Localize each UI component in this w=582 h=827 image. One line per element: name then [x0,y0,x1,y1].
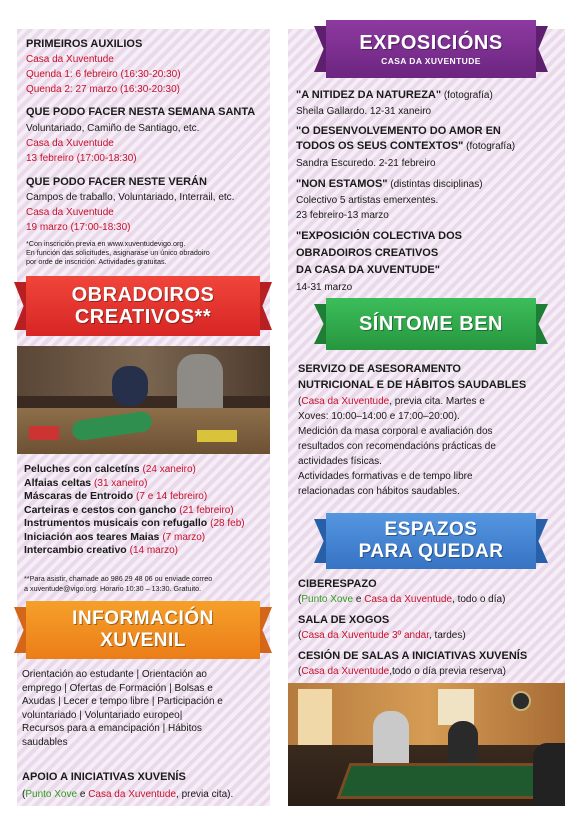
apoio-places: (Punto Xove e Casa da Xuventude, previa cita). [22,789,234,800]
salas-title: CESIÓN DE SALAS A INICIATIVAS XUVENÍS [298,650,528,662]
photo-person-foreground [533,743,565,806]
inscription-note-1: *Con inscrición previa en www.xuventudevigo.org. [26,239,186,248]
obradoiros-banner-body [26,276,260,336]
photo-poster [438,689,474,725]
semana-santa-title: QUE PODO FACER NESTA SEMANA SANTA [26,106,256,118]
obradoiros-note-1: **Para asistir, chamade ao 986 29 48 06 ou enviade correo [24,574,213,583]
primeiros-place: Casa da Xuventude [26,54,114,65]
obradoiros-list [24,463,245,558]
semana-santa-desc: Voluntariado, Camiño de Santiago, etc. [26,123,200,134]
expo-3-by-2: 23 febreiro-13 marzo [296,210,389,221]
photo-foosball-table [336,763,559,799]
obradoiros-banner-line2: CREATIVOS** [74,306,212,328]
list-item: Iniciación aos teares Maias (7 marzo) [24,530,206,543]
informacion-line: Recursos para a emancipación | Hábitos [22,723,202,734]
veran-date: 19 marzo (17:00-18:30) [26,222,131,233]
informacion-line: saudables [22,736,68,748]
inscription-note-3: por orde de inscrición. Actividades gratuitas. [26,257,167,266]
sintome-banner-title: SÍNTOME BEN [358,313,504,335]
exposicions-banner-subtitle: CASA DA XUVENTUDE [381,56,481,66]
servizo-body [298,395,560,499]
xogos-places: (Casa da Xuventude 3º andar, tardes) [298,630,466,641]
espazos-photo [288,683,565,806]
expo-4-by: 14-31 marzo [296,282,353,293]
apoio-title: APOIO A INICIATIVAS XUVENÍS [22,771,186,783]
semana-santa-place: Casa da Xuventude [26,138,114,149]
informacion-line: Orientación ao estudante | Orientación ao [22,669,207,680]
expo-4-title-1: "EXPOSICIÓN COLECTIVA DOS [296,230,462,242]
sintome-banner-body [326,298,536,350]
servizo-line: actividades físicas. [298,456,382,467]
informacion-line: emprego | Ofertas de Formación | Bolsas e [22,682,213,694]
salas-places: (Casa da Xuventude,todo o día previa reserva) [298,666,506,677]
espazos-banner-line1: ESPAZOS [384,519,478,540]
informacion-banner-line1: INFORMACIÓN [72,608,214,629]
exposicions-banner-body [326,20,536,78]
veran-desc: Campos de traballo, Voluntariado, Interrail, etc. [26,192,235,203]
servizo-line: resultados con recomendacións prácticas de [298,441,496,452]
exposicions-banner-title: EXPOSICIÓNS [359,32,503,54]
ciberespazo-title: CIBERESPAZO [298,578,377,590]
xogos-title: SALA DE XOGOS [298,614,390,626]
servizo-line: Medición da masa corporal e avaliación dos [298,426,493,437]
espazos-banner [314,513,548,569]
photo-person-left [373,711,409,771]
photo-red-item [29,426,59,440]
expo-4-title-3: DA CASA DA XUVENTUDE" [296,264,440,276]
ciberespazo-places: (Punto Xove e Casa da Xuventude, todo o día) [298,594,506,605]
list-item: Alfaias celtas (31 xaneiro) [24,476,148,489]
expo-1-by: Sheila Gallardo. 12-31 xaneiro [296,106,432,117]
servizo-line: Xoves: 10:00–14:00 e 17:00–20:00). [298,411,460,422]
informacion-banner-body [26,601,260,659]
expo-3-by-1: Colectivo 5 artistas emerxentes. [296,195,439,206]
inscription-note-2: En función das solicitudes, asignarase un único obradoiro [26,248,210,257]
expo-1-title: "A NITIDEZ DA NATUREZA" (fotografía) [296,89,493,101]
servizo-line: Actividades formativas e de tempo libre [298,471,473,482]
informacion-services [22,668,268,749]
informacion-line: Axudas | Lecer e tempo libre | Participación e [22,696,223,707]
primeiros-date1: Quenda 1: 6 febreiro (16:30-20:30) [26,69,181,80]
semana-santa-date: 13 febreiro (17:00-18:30) [26,153,137,164]
photo-window [298,689,332,749]
expo-2-by: Sandra Escuredo. 2-21 febreiro [296,158,436,169]
list-item: Carteiras e cestos con gancho (21 febreiro) [24,503,234,516]
photo-person-right [448,721,478,769]
expo-2-title-1: "O DESENVOLVEMENTO DO AMOR EN [296,125,501,137]
exposicions-banner [314,20,548,78]
obradoiros-banner [14,276,272,336]
servizo-title-2: NUTRICIONAL E DE HÁBITOS SAUDABLES [298,379,527,391]
list-item: Instrumentos musicais con refugallo (28 feb) [24,517,245,529]
informacion-banner-line2: XUVENIL [100,630,186,651]
informacion-banner [14,601,272,659]
list-item: Peluches con calcetíns (24 xaneiro) [24,463,196,475]
servizo-title-1: SERVIZO DE ASESORAMENTO [298,363,461,375]
informacion-line: voluntariado | Voluntariado europeo| [22,709,183,721]
expo-4-title-2: OBRADOIROS CREATIVOS [296,247,439,259]
espazos-banner-body [326,513,536,569]
expo-2-title-2: TODOS OS SEUS CONTEXTOS" (fotografía) [296,140,516,152]
primeiros-title: PRIMEIROS AUXILIOS [26,38,143,50]
servizo-line: (Casa da Xuventude, previa cita. Martes e [298,396,485,407]
photo-yellow-item [197,430,237,442]
veran-title: QUE PODO FACER NESTE VERÁN [26,176,207,188]
list-item: Intercambio creativo (14 marzo) [24,544,178,556]
obradoiros-photo [17,346,270,454]
obradoiros-note-2: a xuventude@vigo.org. Horario 10:30 – 13:30. Gratuito. [24,584,202,593]
photo-dartboard [511,691,531,711]
espazos-banner-line2: PARA QUEDAR [358,541,504,562]
servizo-line: relacionadas con hábitos saudables. [298,486,460,497]
list-item: Máscaras de Entroido (7 e 14 febreiro) [24,490,208,502]
primeiros-date2: Quenda 2: 27 marzo (16:30-20:30) [26,84,180,95]
veran-place: Casa da Xuventude [26,207,114,218]
sintome-banner [314,298,548,350]
obradoiros-banner-line1: OBRADOIROS [71,284,215,306]
expo-3-title: "NON ESTAMOS" (distintas disciplinas) [296,178,483,190]
photo-person-seated [112,366,148,406]
